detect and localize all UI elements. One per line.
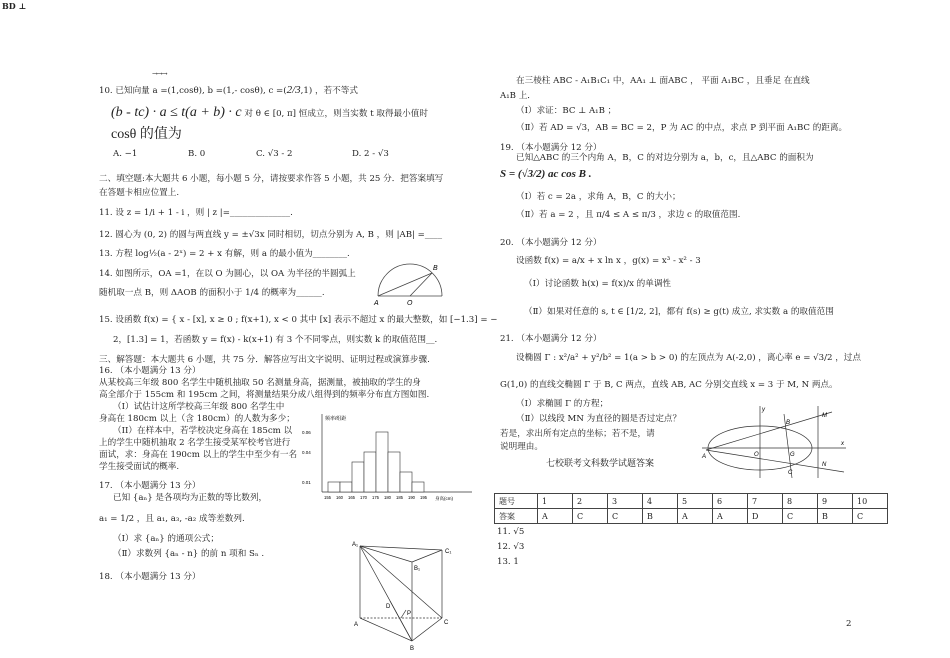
histogram-bar xyxy=(364,452,376,492)
label-a: A xyxy=(702,454,707,460)
q18-r2: A₁B 上． xyxy=(500,91,536,101)
q19-l2: S = (√3/2) ac cos B . xyxy=(500,168,592,180)
label-b: B xyxy=(786,420,791,426)
q16-l6: 上的学生中随机抽取 2 名学生接受某军校考官进行 xyxy=(99,438,291,448)
q10-inequality-tail: 对 θ ∈ [0, π] 恒成立，则当实数 t 取得最小值时 xyxy=(244,109,428,119)
q10-inequality: (b - tc) · a ≤ t(a + b) · c xyxy=(111,105,242,120)
table-cell: 7 xyxy=(748,494,783,509)
q18-prism-figure xyxy=(350,538,460,654)
x-tick-label: 160 xyxy=(336,495,343,500)
table-cell: 3 xyxy=(608,494,643,509)
q12: 12. 圆心为 (0, 2) 的圆与两直线 y = ±√3x 同时相切，切点分别为 A, B ，则 |AB| =____ xyxy=(99,230,443,240)
label-b: B xyxy=(433,265,438,272)
q18-r1: 在三棱柱 ABC - A₁B₁C₁ 中，AA₁ ⊥ 面ABC ， 平面 A₁BC ，且垂足 在直线 xyxy=(516,76,810,86)
answer-title: 七校联考文科数学试题答案 xyxy=(546,459,655,469)
q21-l2: G(1,0) 的直线交椭圆 Γ 于 B, C 两点，直线 AB, AC 分别交直线 x = 3 于 M, N 两点。 xyxy=(500,380,838,390)
q21-l1: 设椭圆 Γ : x²/a² + y²/b² = 1(a > b > 0) 的左顶点为 A(-2,0) ，离心率 e = √3/2 ，过点 xyxy=(516,353,861,363)
q16-head: 16. （本小题满分 13 分） xyxy=(99,366,201,376)
label-d: D xyxy=(386,604,391,610)
table-cell: 2 xyxy=(573,494,608,509)
q21-l5: 若是，求出所有定点的坐标；若不是，请 xyxy=(500,429,655,439)
table-cell: B xyxy=(818,509,853,524)
y-axis-label: 频率/组距 xyxy=(325,416,347,422)
histogram-bar xyxy=(388,452,400,492)
q10-line1-text: 10. 已知向量 a =(1,cosθ), b =(1,- cosθ), c =( xyxy=(99,86,287,96)
table-cell: D xyxy=(748,509,783,524)
label-m: M xyxy=(822,413,827,419)
q16-l4: 身高在 180cm 以上（含 180cm）的人数为多少； xyxy=(99,414,295,424)
label-c: C xyxy=(788,470,793,476)
table-cell: 6 xyxy=(713,494,748,509)
q10-option-c: C. √3 - 2 xyxy=(256,149,293,159)
x-tick-label: 185 xyxy=(396,495,403,500)
q16-l1: 从某校高三年级 800 名学生中随机抽取 50 名测量身高，据测量，被抽取的学生的身 xyxy=(99,378,421,388)
q14-line1: 14. 如图所示，OA =1，在以 O 为圆心，以 OA 为半径的半圆弧上 xyxy=(99,269,356,279)
q18-r4: （Ⅱ）若 AD = √3，AB = BC = 2，P 为 AC 的中点，求点 P 到平面 A₁BC 的距离。 xyxy=(516,123,848,133)
table-cell: 8 xyxy=(783,494,818,509)
table-cell: 题号 xyxy=(495,494,538,509)
x-tick-label: 190 xyxy=(408,495,415,500)
q13: 13. 方程 log½(a - 2ˣ) = 2 + x 有解，则 a 的最小值为________. xyxy=(99,249,350,259)
table-cell: C xyxy=(853,509,888,524)
q10-line3: cosθ 的值为 xyxy=(111,127,182,142)
q10-option-a: A. −1 xyxy=(113,149,138,159)
answer-12: 12. √3 xyxy=(497,542,525,552)
table-cell: 10 xyxy=(853,494,888,509)
q21-l6: 说明理由。 xyxy=(500,442,543,452)
q15-line2: 2，[1.3] = 1，若函数 y = f(x) - k(x+1) 有 3 个不同零点，则实数 k 的取值范围__. xyxy=(113,335,438,345)
label-b: B xyxy=(410,646,415,652)
q17-head: 17. （本小题满分 13 分） xyxy=(99,481,201,491)
table-cell: 5 xyxy=(678,494,713,509)
table-cell: C xyxy=(783,509,818,524)
table-cell: 1 xyxy=(538,494,573,509)
label-b1: B₁ xyxy=(414,566,421,572)
chord-ab xyxy=(378,273,432,296)
q11: 11. 设 z = 1/i + 1 - i ，则 | z |=______________. xyxy=(99,208,293,218)
x-tick-label: 170 xyxy=(360,495,367,500)
table-cell: 答案 xyxy=(495,509,538,524)
q10-c-frac: 2/3 xyxy=(286,84,301,96)
table-cell: C xyxy=(573,509,608,524)
table-cell: A xyxy=(538,509,573,524)
x-tick-label: 155 xyxy=(324,495,331,500)
q17-l1: 已知 {aₙ} 是各项均为正数的等比数列， xyxy=(113,493,268,503)
y-tick-006: 0.06 xyxy=(302,430,311,435)
corner-mark: BD ⊥ xyxy=(2,1,27,11)
q16-l7: 面试，求：身高在 190cm 以上的学生中至少有一名 xyxy=(99,450,298,460)
q16-l8: 学生接受面试的概率. xyxy=(99,462,180,472)
label-o: O xyxy=(754,452,759,458)
table-cell: 9 xyxy=(818,494,853,509)
q15-line1: 15. 设函数 f(x) = { x - [x], x ≥ 0 ; f(x+1), x < 0 其中 [x] 表示不超过 x 的最大整数，如 [−1.3] = − xyxy=(99,315,498,325)
answer-table xyxy=(494,493,888,524)
table-cell: A xyxy=(713,509,748,524)
x-axis-unit: 身高(cm) xyxy=(435,496,453,501)
q19-head: 19. （本小题满分 12 分） xyxy=(500,143,602,153)
q21-l3: （Ⅰ）求椭圆 Γ 的方程； xyxy=(516,399,609,409)
label-o: O xyxy=(407,300,413,306)
q17-l4: （Ⅱ）求数列 {aₙ - n} 的前 n 项和 Sₙ . xyxy=(113,549,265,559)
label-x: x xyxy=(841,441,844,447)
label-p: P xyxy=(407,611,412,617)
q10-option-b: B. 0 xyxy=(188,149,206,159)
q21-ellipse-figure xyxy=(700,402,850,480)
section2-line1: 二、填空题:本大题共 6 小题，每小题 5 分，请按要求作答 5 小题，共 25 分．把答案填写 xyxy=(99,174,444,184)
label-y: y xyxy=(762,407,765,413)
x-tick-label: 175 xyxy=(372,495,379,500)
y-tick-001: 0.01 xyxy=(302,480,311,485)
q18-r3: （Ⅰ）求证：BC ⊥ A₁B ； xyxy=(516,106,617,116)
histogram-bar xyxy=(328,482,340,492)
q10-line1 xyxy=(99,84,358,97)
table-cell: C xyxy=(608,509,643,524)
histogram-bar xyxy=(412,482,424,492)
q16-l2: 高全部介于 155cm 和 195cm 之间，将测量结果分成八组得到的频率分布直方图如图. xyxy=(99,390,430,400)
radius-ob xyxy=(410,273,432,296)
q17-l3: （Ⅰ）求 {aₙ} 的通项公式； xyxy=(113,534,219,544)
table-row xyxy=(495,509,888,524)
label-a: A xyxy=(374,300,379,306)
table-cell: 4 xyxy=(643,494,678,509)
q16-l5: （II）在样本中，若学校决定身高在 185cm 以 xyxy=(113,426,293,436)
x-tick-label: 165 xyxy=(348,495,355,500)
q19-l1: 已知△ABC 的三个内角 A，B，C 的对边分别为 a，b，c，且△ABC 的面积为 xyxy=(516,153,814,163)
histogram-bar xyxy=(376,432,388,492)
q16-l3: （I）试估计这所学校高三年级 800 名学生中 xyxy=(113,402,285,412)
q21-head: 21. （本小题满分 12 分） xyxy=(500,334,602,344)
x-tick-label: 195 xyxy=(420,495,427,500)
q14-semicircle-figure xyxy=(370,258,450,306)
label-a: A xyxy=(354,622,359,628)
q14-line2: 随机取一点 B，则 ΔAOB 的面积小于 1/4 的概率为______. xyxy=(99,288,325,298)
label-n: N xyxy=(822,462,827,468)
histogram-bar xyxy=(352,462,364,492)
vector-arrows: →→→ xyxy=(152,70,167,78)
q10-line1-tail: ,1) ，若不等式 xyxy=(300,86,358,96)
q18-head: 18. （本小题满分 13 分） xyxy=(99,572,201,582)
q10-line2 xyxy=(111,105,428,121)
answer-13: 13. 1 xyxy=(497,557,519,567)
y-tick-004: 0.04 xyxy=(302,450,311,455)
histogram-bar xyxy=(400,472,412,492)
label-c: C xyxy=(444,620,449,626)
q17-l2: a₁ = 1/2 ，且 a₁, a₃, -a₂ 成等差数列. xyxy=(99,514,245,524)
label-a1: A₁ xyxy=(352,542,359,548)
q20-l2: （Ⅰ）讨论函数 h(x) = f(x)/x 的单调性 xyxy=(524,279,672,289)
q21-l4: （Ⅱ）以线段 MN 为直径的圆是否过定点？ xyxy=(516,414,682,424)
q20-l3: （Ⅱ）如果对任意的 s, t ∈ [1/2, 2]，都有 f(s) ≥ g(t) 成立, 求实数 a 的取值范围 xyxy=(524,307,834,317)
q19-l3: （Ⅰ）若 c = 2a ，求角 A，B，C 的大小； xyxy=(516,192,681,202)
section3: 三、解答题：本大题共 6 小题，共 75 分．解答应写出文字说明、证明过程或演算步骤. xyxy=(99,355,430,365)
x-tick-label: 180 xyxy=(384,495,391,500)
histogram-bar xyxy=(340,482,352,492)
q10-option-d: D. 2 - √3 xyxy=(352,149,389,159)
q20-l1: 设函数 f(x) = a/x + x ln x ，g(x) = x³ - x² - 3 xyxy=(516,256,701,266)
table-row xyxy=(495,494,888,509)
label-g: G xyxy=(790,452,795,458)
label-c1: C₁ xyxy=(445,549,452,555)
section2-line2: 在答题卡相应位置上. xyxy=(99,188,180,198)
q16-histogram xyxy=(300,410,478,505)
q20-head: 20. （本小题满分 12 分） xyxy=(500,238,602,248)
page-number: 2 xyxy=(846,619,852,629)
table-cell: B xyxy=(643,509,678,524)
table-cell: A xyxy=(678,509,713,524)
answer-11: 11. √5 xyxy=(497,527,525,537)
q19-l4: （Ⅱ）若 a = 2 ，且 π/4 ≤ A ≤ π/3 ，求边 c 的取值范围. xyxy=(516,210,741,220)
